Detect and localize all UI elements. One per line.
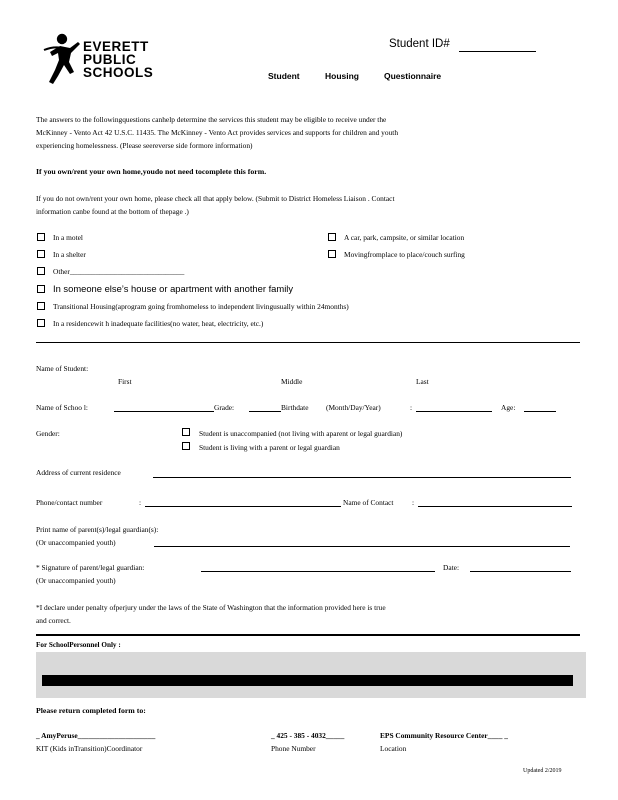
parent-name-sub: (Or unaccompanied youth) bbox=[36, 538, 116, 547]
with-parent-checkbox[interactable] bbox=[182, 442, 190, 450]
school-personnel-label: For SchoolPersonnel Only : bbox=[36, 641, 121, 649]
other-label: Other_______________________________ bbox=[53, 267, 185, 276]
coordinator-phone: _ 425 - 385 - 4032_____ bbox=[271, 731, 345, 740]
title-word-questionnaire: Questionnaire bbox=[384, 71, 442, 81]
birthdate-format: (Month/Day/Year) bbox=[326, 403, 381, 412]
unaccompanied-label: Student is unaccompanied (not living with aparent or legal guardian) bbox=[199, 429, 403, 438]
coordinator-location: EPS Community Resource Center____ _ bbox=[380, 731, 508, 740]
address-label: Address of current residence bbox=[36, 468, 121, 477]
inadequate-residence-checkbox[interactable] bbox=[37, 319, 45, 327]
declaration-line-1: *I declare under penalty ofperjury under the laws of the State of Washington that the information provided here is true bbox=[36, 603, 386, 612]
other-checkbox[interactable] bbox=[37, 267, 45, 275]
student-id-field[interactable] bbox=[459, 51, 536, 52]
title-word-student: Student bbox=[268, 71, 300, 81]
gender-label: Gender: bbox=[36, 429, 60, 438]
age-label: Age: bbox=[501, 403, 516, 412]
school-use-top-rule bbox=[36, 634, 580, 636]
transitional-label: Transitional Housing(aprogram going fromhomeless to independent livingusually within 24months) bbox=[53, 302, 349, 311]
motel-checkbox[interactable] bbox=[37, 233, 45, 241]
student-name-label: Name of Student: bbox=[36, 364, 89, 373]
with-parent-label: Student is living with a parent or legal guardian bbox=[199, 443, 340, 452]
updated-date: Updated 2/2019 bbox=[523, 768, 562, 774]
school-name-label: Name of Schoo l: bbox=[36, 403, 88, 412]
age-field[interactable] bbox=[524, 411, 556, 412]
contact-name-label: Name of Contact bbox=[343, 498, 394, 507]
last-name-caption: Last bbox=[416, 377, 429, 386]
declaration-line-2: and correct. bbox=[36, 616, 71, 625]
first-name-caption: First bbox=[118, 377, 132, 386]
logo-line-1: EVERETT bbox=[83, 39, 149, 54]
signature-sub: (Or unaccompanied youth) bbox=[36, 576, 116, 585]
coordinator-phone-caption: Phone Number bbox=[271, 744, 316, 753]
signature-label: * Signature of parent/legal guardian: bbox=[36, 563, 145, 572]
car-park-checkbox[interactable] bbox=[328, 233, 336, 241]
intro-line-3: experiencing homelessness. (Please seereverse side formore information) bbox=[36, 141, 253, 150]
school-name-field[interactable] bbox=[114, 411, 214, 412]
phone-field[interactable] bbox=[145, 506, 341, 507]
inadequate-residence-label: In a residencewit h inadequate facilities(no water, heat, electricity, etc.) bbox=[53, 319, 264, 328]
parent-name-field[interactable] bbox=[154, 546, 570, 547]
running-figure-icon bbox=[42, 32, 86, 86]
someone-else-label: In someone else’s house or apartment with another family bbox=[53, 283, 294, 294]
return-instructions: Please return completed form to: bbox=[36, 706, 146, 715]
signature-date-field[interactable] bbox=[470, 571, 571, 572]
logo-line-2: PUBLIC bbox=[83, 52, 137, 67]
phone-label: Phone/contact number bbox=[36, 498, 103, 507]
contact-name-colon: : bbox=[412, 498, 415, 507]
moving-checkbox[interactable] bbox=[328, 250, 336, 258]
signature-date-label: Date: bbox=[443, 563, 460, 572]
car-park-label: A car, park, campsite, or similar location bbox=[344, 233, 465, 242]
signature-field[interactable] bbox=[201, 571, 435, 572]
birthdate-colon: : bbox=[410, 403, 413, 412]
shelter-label: In a shelter bbox=[53, 250, 86, 259]
redaction-bar bbox=[42, 675, 573, 686]
shelter-checkbox[interactable] bbox=[37, 250, 45, 258]
student-id-label: Student ID# bbox=[389, 38, 450, 50]
unaccompanied-checkbox[interactable] bbox=[182, 428, 190, 436]
check-instructions-line-1: If you do not own/rent your own home, please check all that apply below. (Submit to District Homeless Liaison . Contact bbox=[36, 194, 395, 203]
address-field[interactable] bbox=[153, 477, 571, 478]
middle-name-caption: Middle bbox=[281, 377, 303, 386]
birthdate-field[interactable] bbox=[416, 411, 492, 412]
moving-label: Movingfromplace to place/couch surfing bbox=[344, 250, 465, 259]
section-divider bbox=[36, 342, 580, 343]
transitional-checkbox[interactable] bbox=[37, 302, 45, 310]
coordinator-title: KIT (Kids inTransition)Coordinator bbox=[36, 744, 143, 753]
birthdate-label: Birthdate bbox=[281, 403, 309, 412]
parent-name-label: Print name of parent(s)/legal guardian(s): bbox=[36, 525, 159, 534]
coordinator-name: _ AmyPeruse_____________________ bbox=[36, 731, 156, 740]
own-rent-notice: If you own/rent your own home,youdo not need tocomplete this form. bbox=[36, 167, 267, 176]
logo-line-3: SCHOOLS bbox=[83, 65, 154, 80]
someone-else-checkbox[interactable] bbox=[37, 285, 45, 293]
district-logo bbox=[42, 32, 172, 88]
phone-colon: : bbox=[139, 498, 142, 507]
grade-field[interactable] bbox=[249, 411, 281, 412]
check-instructions-line-2: information canbe found at the bottom of thepage .) bbox=[36, 207, 189, 216]
intro-line-1: The answers to the followingquestions canhelp determine the services this student may be eligible to receive under the bbox=[36, 115, 387, 124]
title-word-housing: Housing bbox=[325, 71, 359, 81]
coordinator-location-caption: Location bbox=[380, 744, 407, 753]
intro-line-2: McKinney - Vento Act 42 U.S.C. 11435. The McKinney - Vento Act provides services and supports for children and youth bbox=[36, 128, 399, 137]
contact-name-field[interactable] bbox=[418, 506, 572, 507]
motel-label: In a motel bbox=[53, 233, 83, 242]
grade-label: Grade: bbox=[214, 403, 235, 412]
